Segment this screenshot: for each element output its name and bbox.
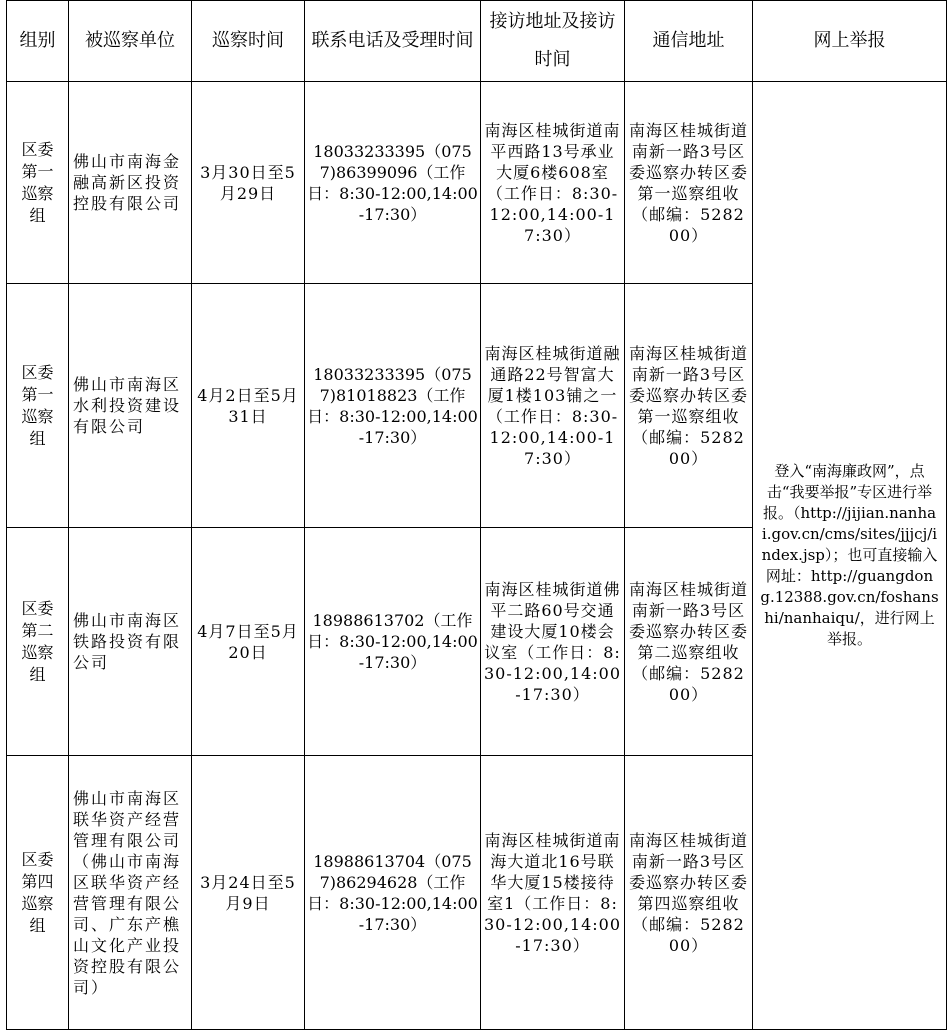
row-unit: 佛山市南海区铁路投资有限公司 <box>69 528 192 756</box>
header-row <box>7 1 947 82</box>
header-unit: 被巡察单位 <box>69 1 192 82</box>
row-period: 3月30日至5月29日 <box>192 82 305 284</box>
row-phone: 18033233395（0757)81018823（工作日：8:30-12:00,14:00-17:30） <box>305 284 481 528</box>
row-visit-address: 南海区桂城街道南海大道北16号联华大厦15楼接待室1（工作日：8:30-12:00,14:00-17:30） <box>481 756 625 1030</box>
row-unit: 佛山市南海金融高新区投资控股有限公司 <box>69 82 192 284</box>
row-visit-address: 南海区桂城街道南平西路13号承业大厦6楼608室（工作日：8:30-12:00,14:00-17:30） <box>481 82 625 284</box>
online-report-cell: 登入“南海廉政网”，点击“我要举报”专区进行举报。（http://jijian.nanhai.gov.cn/cms/sites/jjjcj/index.jsp）；也可直接输入网址：http://guangdong.12388.gov.cn/foshanshi/nanhaiqu/，进行网上举报。 <box>753 82 947 1030</box>
row-phone: 18988613704（0757)86294628（工作日：8:30-12:00,14:00-17:30） <box>305 756 481 1030</box>
header-group: 组别 <box>7 1 69 82</box>
header-mail: 通信地址 <box>625 1 753 82</box>
row-period: 4月2日至5月31日 <box>192 284 305 528</box>
row-visit-address: 南海区桂城街道佛平二路60号交通建设大厦10楼会议室（工作日：8:30-12:00,14:00-17:30） <box>481 528 625 756</box>
row-group: 区委第一巡察组 <box>7 82 69 284</box>
row-period: 4月7日至5月20日 <box>192 528 305 756</box>
row-unit: 佛山市南海区联华资产经营管理有限公司（佛山市南海区联华资产经营管理有限公司、广东产樵山文化产业投资控股有限公司） <box>69 756 192 1030</box>
row-group: 区委第二巡察组 <box>7 528 69 756</box>
row-phone: 18033233395（0757)86399096（工作日：8:30-12:00,14:00-17:30） <box>305 82 481 284</box>
row-visit-address: 南海区桂城街道融通路22号智富大厦1楼103铺之一（工作日：8:30-12:00,14:00-17:30） <box>481 284 625 528</box>
row-mail-address: 南海区桂城街道南新一路3号区委巡察办转区委第二巡察组收（邮编：528200） <box>625 528 753 756</box>
header-online: 网上举报 <box>753 1 947 82</box>
row-group: 区委第一巡察组 <box>7 284 69 528</box>
row-mail-address: 南海区桂城街道南新一路3号区委巡察办转区委第一巡察组收（邮编：528200） <box>625 284 753 528</box>
header-visit: 接访地址及接访时间 <box>481 1 625 82</box>
row-unit: 佛山市南海区水利投资建设有限公司 <box>69 284 192 528</box>
row-period: 3月24日至5月9日 <box>192 756 305 1030</box>
header-phone: 联系电话及受理时间 <box>305 1 481 82</box>
row-mail-address: 南海区桂城街道南新一路3号区委巡察办转区委第一巡察组收（邮编：528200） <box>625 82 753 284</box>
table-row <box>7 82 947 284</box>
row-group: 区委第四巡察组 <box>7 756 69 1030</box>
row-phone: 18988613702（工作日：8:30-12:00,14:00-17:30） <box>305 528 481 756</box>
header-period: 巡察时间 <box>192 1 305 82</box>
inspection-table-wrapper <box>6 0 947 1030</box>
row-mail-address: 南海区桂城街道南新一路3号区委巡察办转区委第四巡察组收（邮编：528200） <box>625 756 753 1030</box>
inspection-table <box>6 0 947 1030</box>
